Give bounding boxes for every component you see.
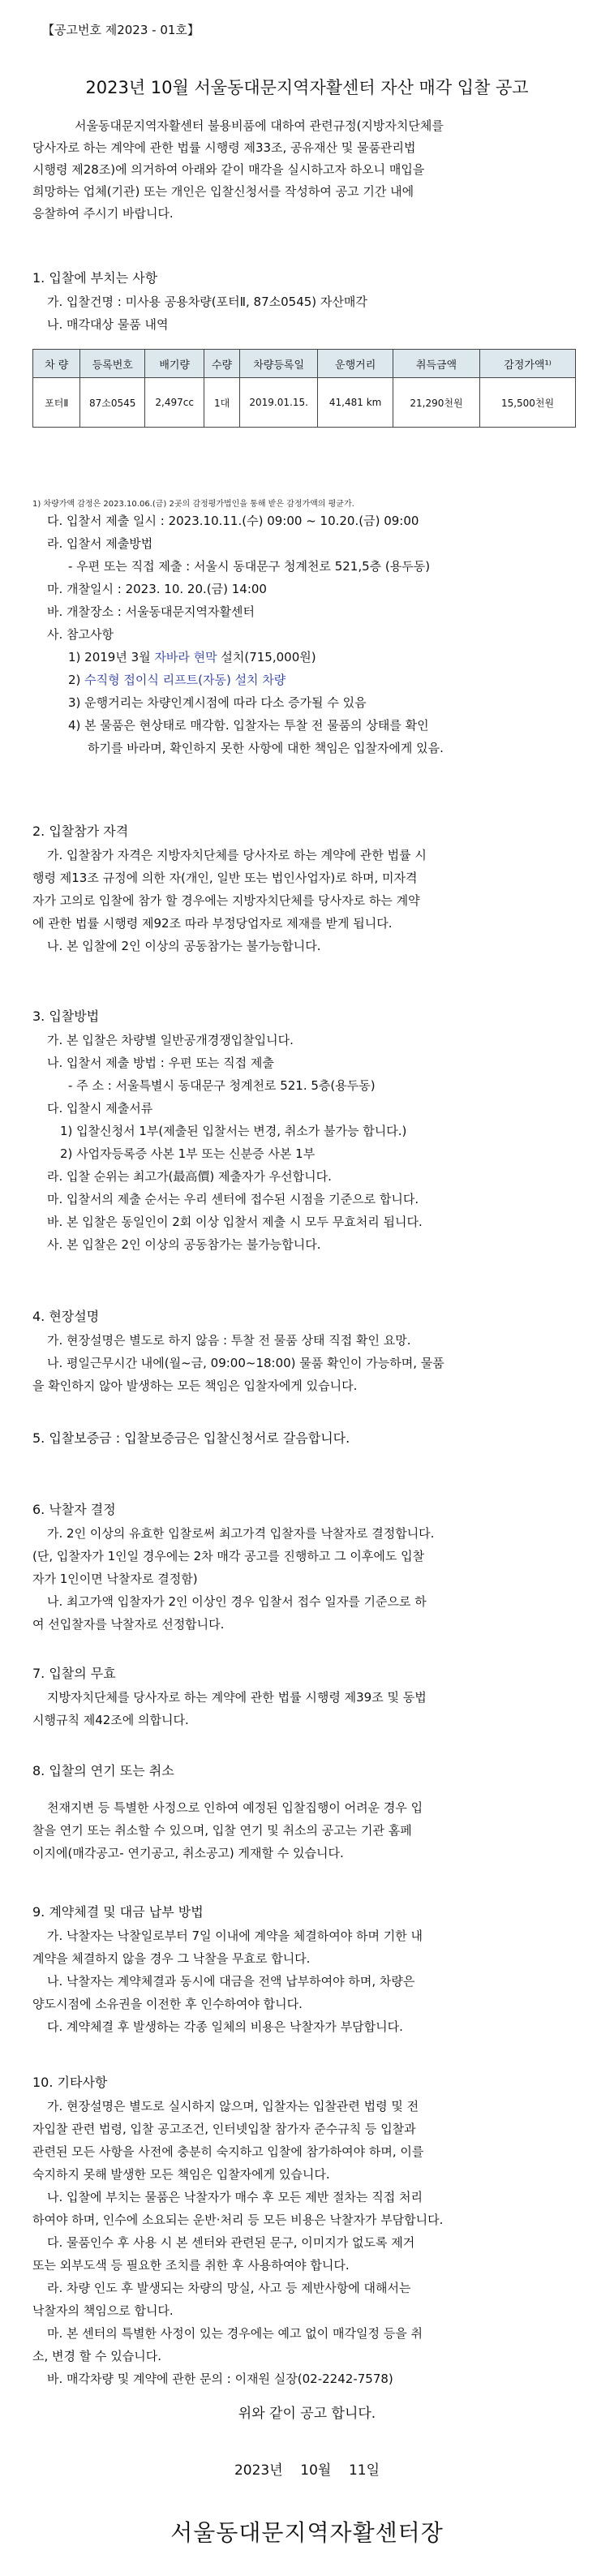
section-line: 또는 외부도색 등 필요한 조치를 취한 후 사용하여야 합니다. (32, 2258, 350, 2273)
section-line: - 우편 또는 직접 제출 : 서울시 동대문구 청계천로 521,5층 (용두동) (68, 559, 431, 574)
section-line: 자입찰 관련 법령, 입찰 공고조건, 인터넷입찰 참가자 준수규칙 등 입찰과 (32, 2122, 416, 2136)
section-line: 행령 제13조 규정에 의한 자(개인, 일반 또는 법인사업자)로 하며, 미자격 (32, 871, 418, 885)
section-line: 바. 본 입찰은 동일인이 2회 이상 입찰서 제출 시 모두 무효처리 됩니다. (47, 1215, 423, 1229)
note-line (32, 714, 584, 737)
section-body (32, 1522, 584, 1636)
table-cell: 포터Ⅱ (33, 378, 80, 428)
note-highlight: 수직형 접이식 리프트(자동) 설치 차량 (84, 673, 286, 687)
note-text: 1) 2019년 3월 (68, 650, 155, 664)
table-cell: 15,500천원 (480, 378, 576, 428)
section-line: 2) 사업자등록증 사본 1부 또는 신분증 사본 1부 (60, 1146, 316, 1161)
table-header: 등록번호 (80, 350, 145, 378)
note-line: 하기를 바라며, 확인하지 못한 사항에 대한 책임은 입찰자에게 있음. (88, 741, 444, 755)
section-line: 가. 낙찰자는 낙찰일로부터 7일 이내에 계약을 체결하여야 하며 기한 내 (47, 1929, 423, 1943)
table-header: 차 량 (33, 350, 80, 378)
document-title: 2023년 10월 서울동대문지역자활센터 자산 매각 입찰 공고 (85, 78, 529, 97)
section-line: 에 관한 법률 시행령 제92조 따라 부정당업자로 제재를 받게 됩니다. (32, 916, 393, 931)
section-line: 을 확인하지 않아 발생하는 모든 책임은 입찰자에게 있습니다. (32, 1378, 358, 1393)
section-line: 자가 1인이면 낙찰자로 결정함) (32, 1572, 198, 1586)
section-line: 나. 입찰에 부치는 물품은 낙찰자가 매수 후 모든 제반 절차는 직접 처리 (47, 2190, 423, 2204)
intro-line: 시행령 제28조)에 의거하여 아래와 같이 매각을 실시하고자 하오니 매입을 (32, 162, 425, 177)
table-header: 수량 (204, 350, 240, 378)
section-line: 숙지하지 못해 발생한 모든 책임은 입찰자에게 있습니다. (32, 2167, 330, 2182)
section-heading: 5. 입찰보증금 : 입찰보증금은 입찰신청서로 갈음합니다. (32, 1430, 350, 1446)
table-row (33, 378, 576, 428)
table-header: 운행거리 (318, 350, 393, 378)
section-line: 1) 입찰신청서 1부(제출된 입찰서는 변경, 취소가 불가능 합니다.) (60, 1124, 407, 1138)
section-line: 하여야 하며, 인수에 소요되는 운반·처리 등 모든 비용은 낙찰자가 부담합니다. (32, 2213, 444, 2227)
section-heading: 6. 낙찰자 결정 (32, 1502, 116, 1517)
section-body (32, 510, 584, 759)
section-heading: 3. 입찰방법 (32, 1008, 100, 1024)
table-footnote: 1) 차량가액 감정은 2023.10.06.(금) 2곳의 감정평가법인을 통해 받은 감정가액의 평균가. (32, 500, 354, 509)
section-heading: 4. 현장설명 (32, 1309, 100, 1324)
section-line: - 주 소 : 서울특별시 동대문구 청계천로 521. 5층(용두동) (68, 1078, 376, 1093)
table-header: 취득금액 (393, 350, 479, 378)
section-heading: 1. 입찰에 부치는 사항 (32, 270, 158, 286)
section-heading: 10. 기타사항 (32, 2075, 108, 2090)
section-body (32, 844, 584, 957)
table-cell: 2019.01.15. (239, 378, 318, 428)
section-line: 여 선입찰자를 낙찰자로 선정합니다. (32, 1617, 225, 1632)
section-line: 라. 차량 인도 후 발생되는 차량의 망실, 사고 등 제반사항에 대해서는 (47, 2281, 411, 2295)
section-line: 가. 현장설명은 별도로 하지 않음 : 투찰 전 물품 상태 직접 확인 요망. (47, 1333, 411, 1348)
section-line: 나. 낙찰자는 계약체결과 동시에 대금을 전액 납부하여야 하며, 차량은 (47, 1974, 415, 1989)
note-text: 설치(715,000원) (217, 650, 316, 664)
intro-paragraph (32, 115, 584, 225)
section-heading: 9. 계약체결 및 대금 납부 방법 (32, 1904, 204, 1920)
section-line: 사. 본 입찰은 2인 이상의 공동참가는 불가능합니다. (47, 1237, 321, 1252)
section-line: 마. 입찰서의 제출 순서는 우리 센터에 접수된 시점을 기준으로 합니다. (47, 1192, 419, 1206)
note-text: 3) 운행거리는 차량인계시점에 따라 다소 증가될 수 있음 (68, 695, 367, 710)
intro-line: 희망하는 업체(기관) 또는 개인은 입찰신청서를 작성하여 공고 기간 내에 (32, 184, 414, 199)
section-line: 가. 입찰참가 자격은 지방자치단체를 당사자로 하는 계약에 관한 법률 시 (47, 848, 427, 862)
table-cell: 2,497cc (145, 378, 204, 428)
table-cell: 41,481 km (318, 378, 393, 428)
section-line: 다. 계약체결 후 발생하는 각종 일체의 비용은 낙찰자가 부담합니다. (47, 2019, 403, 2034)
section-line: 라. 입찰 순위는 최고가(最高價) 제출자가 우선합니다. (47, 1169, 332, 1184)
table-header: 배기량 (145, 350, 204, 378)
section-line: 다. 물품인수 후 사용 시 본 센터와 관련된 문구, 이미지가 없도록 제거 (47, 2235, 415, 2250)
section-body (32, 1686, 584, 1731)
signature-line: 서울동대문지역자활센터장 (170, 2519, 444, 2546)
section-line: 지방자치단체를 당사자로 하는 계약에 관한 법률 시행령 제39조 및 동법 (47, 1690, 427, 1705)
section-line: 찰을 연기 또는 취소할 수 있으며, 입찰 연기 및 취소의 공고는 기관 홈페 (32, 1823, 412, 1838)
section-line: 사. 참고사항 (47, 627, 114, 642)
section-line: 다. 입찰서 제출 일시 : 2023.10.11.(수) 09:00 ~ 10.20.(금) 09:00 (47, 514, 419, 528)
section-line: 나. 평일근무시간 내에(월~금, 09:00~18:00) 물품 확인이 가능하며, 물품 (47, 1356, 444, 1370)
table-cell: 1대 (204, 378, 240, 428)
section-body (32, 1329, 584, 1397)
section-line: 다. 입찰시 제출서류 (47, 1101, 153, 1116)
section-body (32, 1924, 584, 2038)
intro-line: 서울동대문지역자활센터 불용비품에 대하여 관련규정(지방자치단체를 (75, 118, 444, 133)
notice-number: 【공고번호 제2023 - 01호】 (42, 23, 200, 37)
section-line: 가. 현장설명은 별도로 실시하지 않으며, 입찰자는 입찰관련 법령 및 전 (47, 2099, 419, 2114)
note-line (32, 691, 584, 714)
section-line: 양도시점에 소유권을 이전한 후 인수하여야 합니다. (32, 1997, 303, 2011)
table-cell: 87소0545 (80, 378, 145, 428)
intro-line: 당사자로 하는 계약에 관한 법률 시행령 제33조, 공유재산 및 물품관리법 (32, 140, 416, 155)
section-line: 가. 입찰건명 : 미사용 공용차량(포터Ⅱ, 87소0545) 자산매각 (47, 295, 367, 309)
section-heading: 7. 입찰의 무효 (32, 1666, 116, 1681)
section-line: 마. 본 센터의 특별한 사정이 있는 경우에는 예고 없이 매각일정 등을 취 (47, 2326, 423, 2341)
closing-statement: 위와 같이 공고 합니다. (238, 2406, 376, 2422)
announcement-date: 2023년 10월 11일 (234, 2462, 380, 2479)
section-line: 가. 본 입찰은 차량별 일반공개경쟁입찰입니다. (47, 1033, 294, 1047)
section-line: 시행규칙 제42조에 의합니다. (32, 1713, 189, 1727)
section-heading: 2. 입찰참가 자격 (32, 824, 129, 839)
note-text: 2) (68, 673, 85, 687)
table-header-row (33, 350, 576, 378)
section-body (32, 1029, 584, 1256)
table-header: 차량등록일 (239, 350, 318, 378)
section-body (32, 2095, 584, 2390)
section-line: 소, 변경 할 수 있습니다. (32, 2349, 162, 2363)
note-line (32, 646, 584, 669)
section-line: 바. 개찰장소 : 서울동대문지역자활센터 (47, 604, 255, 619)
note-highlight: 자바라 현막 (154, 650, 217, 664)
note-line (32, 669, 584, 691)
section-line: 마. 개찰일시 : 2023. 10. 20.(금) 14:00 (47, 582, 267, 596)
section-heading: 8. 입찰의 연기 또는 취소 (32, 1763, 174, 1778)
section-body (32, 1796, 584, 1864)
section-line: (단, 입찰자가 1인일 경우에는 2차 매각 공고를 진행하고 그 이후에도 입찰 (32, 1549, 425, 1563)
intro-line: 응찰하여 주시기 바랍니다. (32, 206, 174, 221)
table-header: 감정가액¹⁾ (480, 350, 576, 378)
section-line: 바. 매각차량 및 계약에 관한 문의 : 이재원 실장(02-2242-7578) (47, 2372, 393, 2386)
section-line: 천재지변 등 특별한 사정으로 인하여 예정된 입찰집행이 어려운 경우 입 (47, 1800, 423, 1815)
section-line: 라. 입찰서 제출방법 (47, 536, 153, 551)
section-line: 가. 2인 이상의 유효한 입찰로써 최고가격 입찰자를 낙찰자로 결정합니다. (47, 1526, 435, 1541)
item-table (32, 349, 576, 428)
section-line: 나. 본 입찰에 2인 이상의 공동참가는 불가능합니다. (47, 939, 321, 953)
section-line: 계약을 체결하지 않을 경우 그 낙찰을 무효로 합니다. (32, 1951, 311, 1966)
note-text: 4) 본 물품은 현상태로 매각함. 입찰자는 투찰 전 물품의 상태를 확인 (68, 718, 429, 733)
section-line: 나. 매각대상 물품 내역 (47, 317, 169, 332)
section-line: 이지에(매각공고- 연기공고, 취소공고) 게재할 수 있습니다. (32, 1846, 344, 1860)
section-line: 나. 최고가액 입찰자가 2인 이상인 경우 입찰서 접수 일자를 기준으로 하 (47, 1594, 427, 1609)
section-line: 낙찰자의 책임으로 합니다. (32, 2303, 174, 2318)
section-line: 자가 고의로 입찰에 참가 할 경우에는 지방자치단체를 당사자로 하는 계약 (32, 893, 420, 908)
table-cell: 21,290천원 (393, 378, 479, 428)
section-line: 관련된 모든 사항을 사전에 충분히 숙지하고 입찰에 참가하여야 하며, 이를 (32, 2144, 424, 2159)
section-line: 나. 입찰서 제출 방법 : 우편 또는 직접 제출 (47, 1056, 274, 1070)
